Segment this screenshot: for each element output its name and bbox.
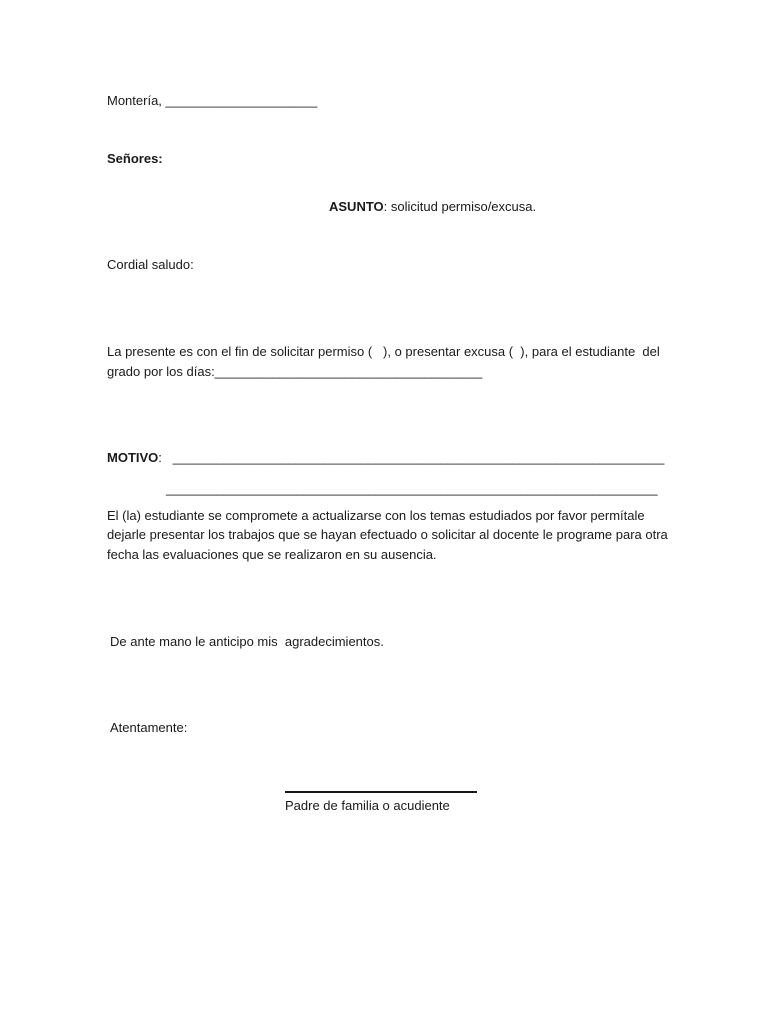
commitment-line-2: dejarle presentar los trabajos que se hayan efectuado o solicitar al docente le programe para otra [107, 527, 668, 542]
signature-rule [285, 791, 477, 793]
thanks-line: De ante mano le anticipo mis agradecimientos. [110, 634, 384, 649]
motive-blank-1: : ____________________________________________________________________ [158, 450, 665, 465]
signature-caption: Padre de familia o acudiente [285, 798, 450, 813]
subject-text: : solicitud permiso/excusa. [383, 199, 537, 214]
closing-line: Atentamente: [110, 720, 188, 735]
recipient-heading: Señores: [107, 151, 163, 166]
subject-label: ASUNTO [329, 199, 384, 214]
body-line-1: La presente es con el fin de solicitar permiso ( ), o presentar excusa ( ), para el estudiante del [107, 344, 660, 359]
body-line-2: grado por los días:_____________________________________ [107, 364, 483, 379]
city-date-line: Montería, _____________________ [107, 93, 318, 108]
motive-label: MOTIVO [107, 450, 159, 465]
motive-blank-2: ____________________________________________________________________ [166, 481, 658, 496]
commitment-line-3: fecha las evaluaciones que se realizaron en su ausencia. [107, 547, 437, 562]
motive-line [107, 448, 664, 467]
greeting: Cordial saludo: [107, 257, 194, 272]
subject-line [329, 197, 536, 216]
commitment-line-1: El (la) estudiante se compromete a actualizarse con los temas estudiados por favor permítale [107, 508, 645, 523]
